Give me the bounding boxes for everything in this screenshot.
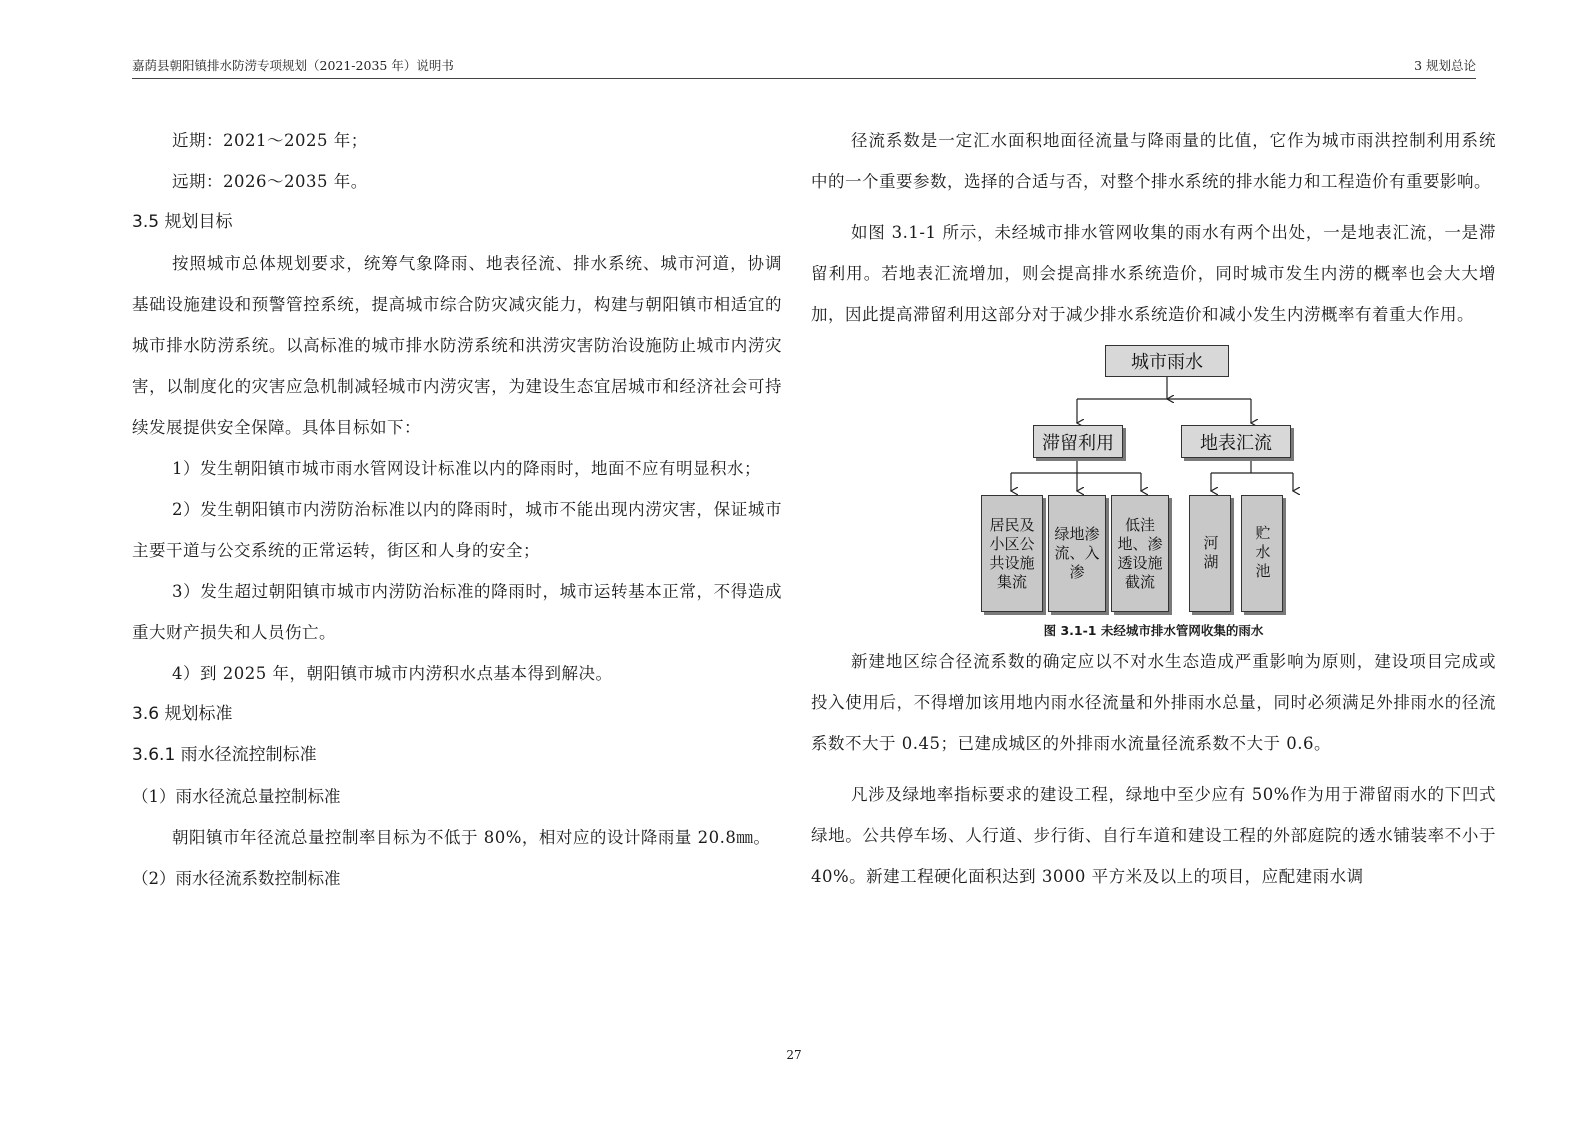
right-column	[811, 120, 1496, 897]
rainwater-flow-diagram	[811, 343, 1496, 638]
left-column	[132, 120, 782, 899]
goal-item-2: 2）发生朝阳镇市内涝防治标准以内的降雨时，城市不能出现内涝灾害，保证城市主要干道与公交系统的正常运转，街区和人身的安全；	[132, 500, 782, 560]
node-storage-tank: 贮水池	[1241, 495, 1283, 612]
page-number: 27	[786, 1048, 802, 1062]
figure-reference-paragraph: 如图 3.1-1 所示，未经城市排水管网收集的雨水有两个出处，一是地表汇流，一是滞留利用。若地表汇流增加，则会提高排水系统造价，同时城市发生内涝的概率也会大大增加，因此提高滞留利用这部分对于减少排水系统造价和减小发生内涝概率有着重大作用。	[811, 223, 1496, 324]
goal-paragraph: 按照城市总体规划要求，统筹气象降雨、地表径流、排水系统、城市河道，协调基础设施建设和预警管控系统，提高城市综合防灾减灾能力，构建与朝阳镇市相适宜的城市排水防涝系统。以高标准的城市排水防涝系统和洪涝灾害防治设施防止城市内涝灾害，以制度化的灾害应急机制减轻城市内涝灾害，为建设生态宜居城市和经济社会可持续发展提供安全保障。具体目标如下：	[132, 254, 782, 437]
header-chapter: 3 规划总论	[1414, 58, 1476, 73]
node-rivers-lakes: 河湖	[1189, 495, 1231, 612]
node-lowland-interception: 低洼地、渗透设施截流	[1111, 495, 1169, 612]
figure-caption: 图 3.1-1 未经城市排水管网收集的雨水	[1043, 623, 1264, 638]
header-title: 嘉荫县朝阳镇排水防涝专项规划（2021-2035 年）说明书	[132, 58, 454, 73]
runoff-coefficient-paragraph: 径流系数是一定汇水面积地面径流量与降雨量的比值，它作为城市雨洪控制利用系统中的一个重要参数，选择的合适与否，对整个排水系统的排水能力和工程造价有重要影响。	[811, 131, 1496, 191]
period-far: 远期：2026～2035 年。	[172, 172, 368, 191]
goal-item-4: 4）到 2025 年，朝阳镇市城市内涝积水点基本得到解决。	[172, 664, 613, 683]
section-heading-3-6-1: 3.6.1 雨水径流控制标准	[132, 745, 317, 765]
period-near: 近期：2021～2025 年；	[172, 131, 368, 150]
subheading-runoff-coefficient: （2）雨水径流系数控制标准	[132, 869, 341, 888]
section-heading-3-5: 3.5 规划目标	[132, 212, 233, 232]
node-surface-runoff: 地表汇流	[1181, 425, 1291, 458]
header-rule	[132, 78, 1476, 79]
goal-item-3: 3）发生超过朝阳镇市城市内涝防治标准的降雨时，城市运转基本正常，不得造成重大财产损失和人员伤亡。	[132, 582, 782, 642]
node-residential-collection: 居民及小区公共设施集流	[981, 495, 1043, 612]
new-area-coefficient-paragraph: 新建地区综合径流系数的确定应以不对水生态造成严重影响为原则，建设项目完成或投入使用后，不得增加该用地内雨水径流量和外排雨水总量，同时必须满足外排雨水的径流系数不大于 0.45；已建成城区的外排雨水流量径流系数不大于 0.6。	[811, 652, 1496, 753]
node-city-rainwater: 城市雨水	[1105, 345, 1229, 377]
goal-item-1: 1）发生朝阳镇市城市雨水管网设计标准以内的降雨时，地面不应有明显积水；	[172, 459, 761, 478]
node-retention-use: 滞留利用	[1033, 425, 1123, 458]
runoff-total-paragraph: 朝阳镇市年径流总量控制率目标为不低于 80%，相对应的设计降雨量 20.8㎜。	[172, 828, 771, 847]
green-space-paragraph: 凡涉及绿地率指标要求的建设工程，绿地中至少应有 50%作为用于滞留雨水的下凹式绿地。公共停车场、人行道、步行街、自行车道和建设工程的外部庭院的透水铺装率不小于 40%。新建工程硬化面积达到 3000 平方米及以上的项目，应配建雨水调	[811, 785, 1496, 886]
section-heading-3-6: 3.6 规划标准	[132, 704, 233, 724]
subheading-runoff-total: （1）雨水径流总量控制标准	[132, 787, 341, 806]
node-green-infiltration: 绿地渗流、入渗	[1048, 495, 1106, 612]
